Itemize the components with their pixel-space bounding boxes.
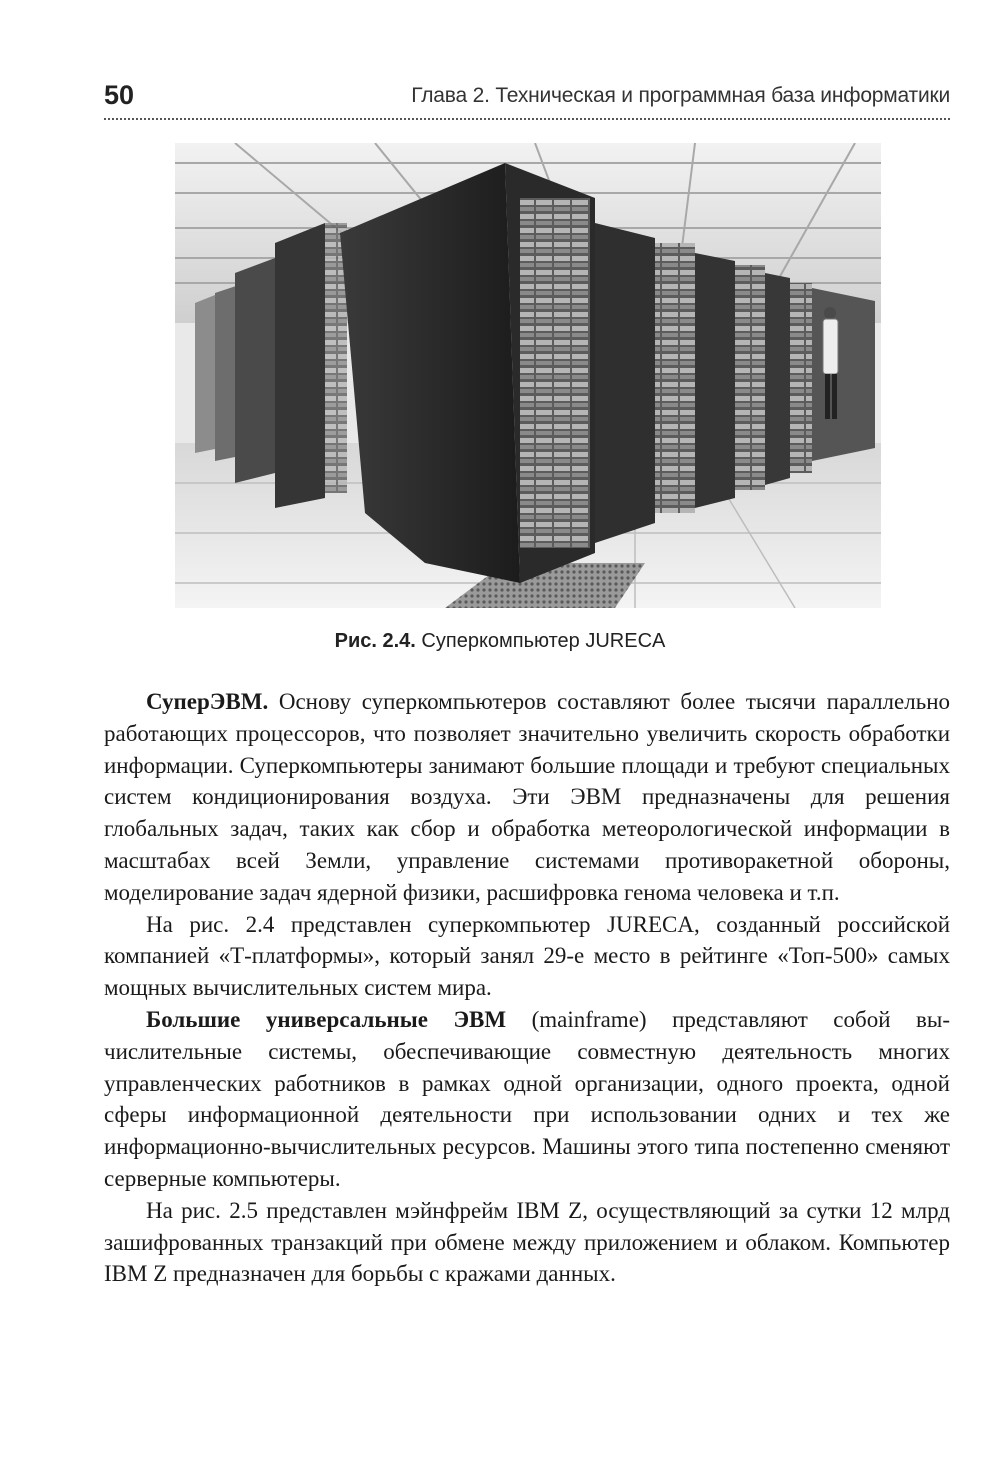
rack-right (765, 273, 790, 485)
rack-left (235, 258, 275, 483)
paragraph-text: (mainframe) представляют собой вычислительные системы, обеспечивающие совместную деятельность многих управленческих работников в рамках одной организации, одного проекта, одной сферы информационной деятельности при использовании одних и тех же информационно-вычислительных ресурсов. Машины этого типа постепенно сменяют серверные компьютеры. (104, 1006, 950, 1191)
paragraph (104, 1004, 950, 1195)
figure-label: Рис. 2.4. (334, 630, 416, 652)
paragraph-text: На рис. 2.4 представлен суперкомпьютер JURECA, созданный российской компанией «Т-платформы», который занял 29-е место в рейтинге «Топ-500» самых мощных вычислительных систем мира. (104, 911, 950, 1001)
rack-right (595, 223, 655, 543)
paragraph (104, 1195, 950, 1290)
rack-right (695, 253, 735, 508)
page-number: 50 (104, 80, 135, 110)
page-header (104, 78, 950, 120)
rack-left (275, 223, 325, 508)
rack-right-panel (735, 265, 765, 490)
rack-right-panel (655, 243, 695, 513)
supercomputer-photo (175, 143, 881, 608)
figure-caption (0, 630, 1000, 653)
rack-distant (812, 288, 875, 461)
figure-caption-text: Суперкомпьютер JURECA (421, 630, 666, 652)
body-text (104, 686, 950, 1290)
paragraph (104, 686, 950, 909)
rack-right-panel (790, 283, 812, 473)
paragraph-lead: Большие универсальные ЭВМ (146, 1006, 507, 1032)
rack-front-panel (520, 198, 590, 548)
paragraph-text: На рис. 2.5 представлен мэйнфрейм IBM Z, осуществляющий за сутки 12 млрд зашифрованных транзакций при обмене между приложением и облаком. Компьютер IBM Z предназначен для борьбы с кражами данных. (104, 1197, 950, 1287)
paragraph-lead: СуперЭВМ. (146, 689, 269, 714)
running-title: Глава 2. Техническая и программная база информатики (411, 84, 950, 107)
paragraph (104, 909, 950, 1004)
paragraph-text: Основу суперкомпьютеров составляют более тысячи параллельно работающих процессоров, что позволяет значительно увеличить скорость обработки информации. Суперкомпьютеры занимают большие площади и требуют специальных систем кондиционирования воздуха. Эти ЭВМ предназначены для решения глобальных задач, таких как сбор и обработка метеорологической информации в масштабах всей Земли, управление системами противоракетной обороны, моделирование задач ядерной физики, расшифровка генома человека и т.п. (104, 689, 951, 905)
